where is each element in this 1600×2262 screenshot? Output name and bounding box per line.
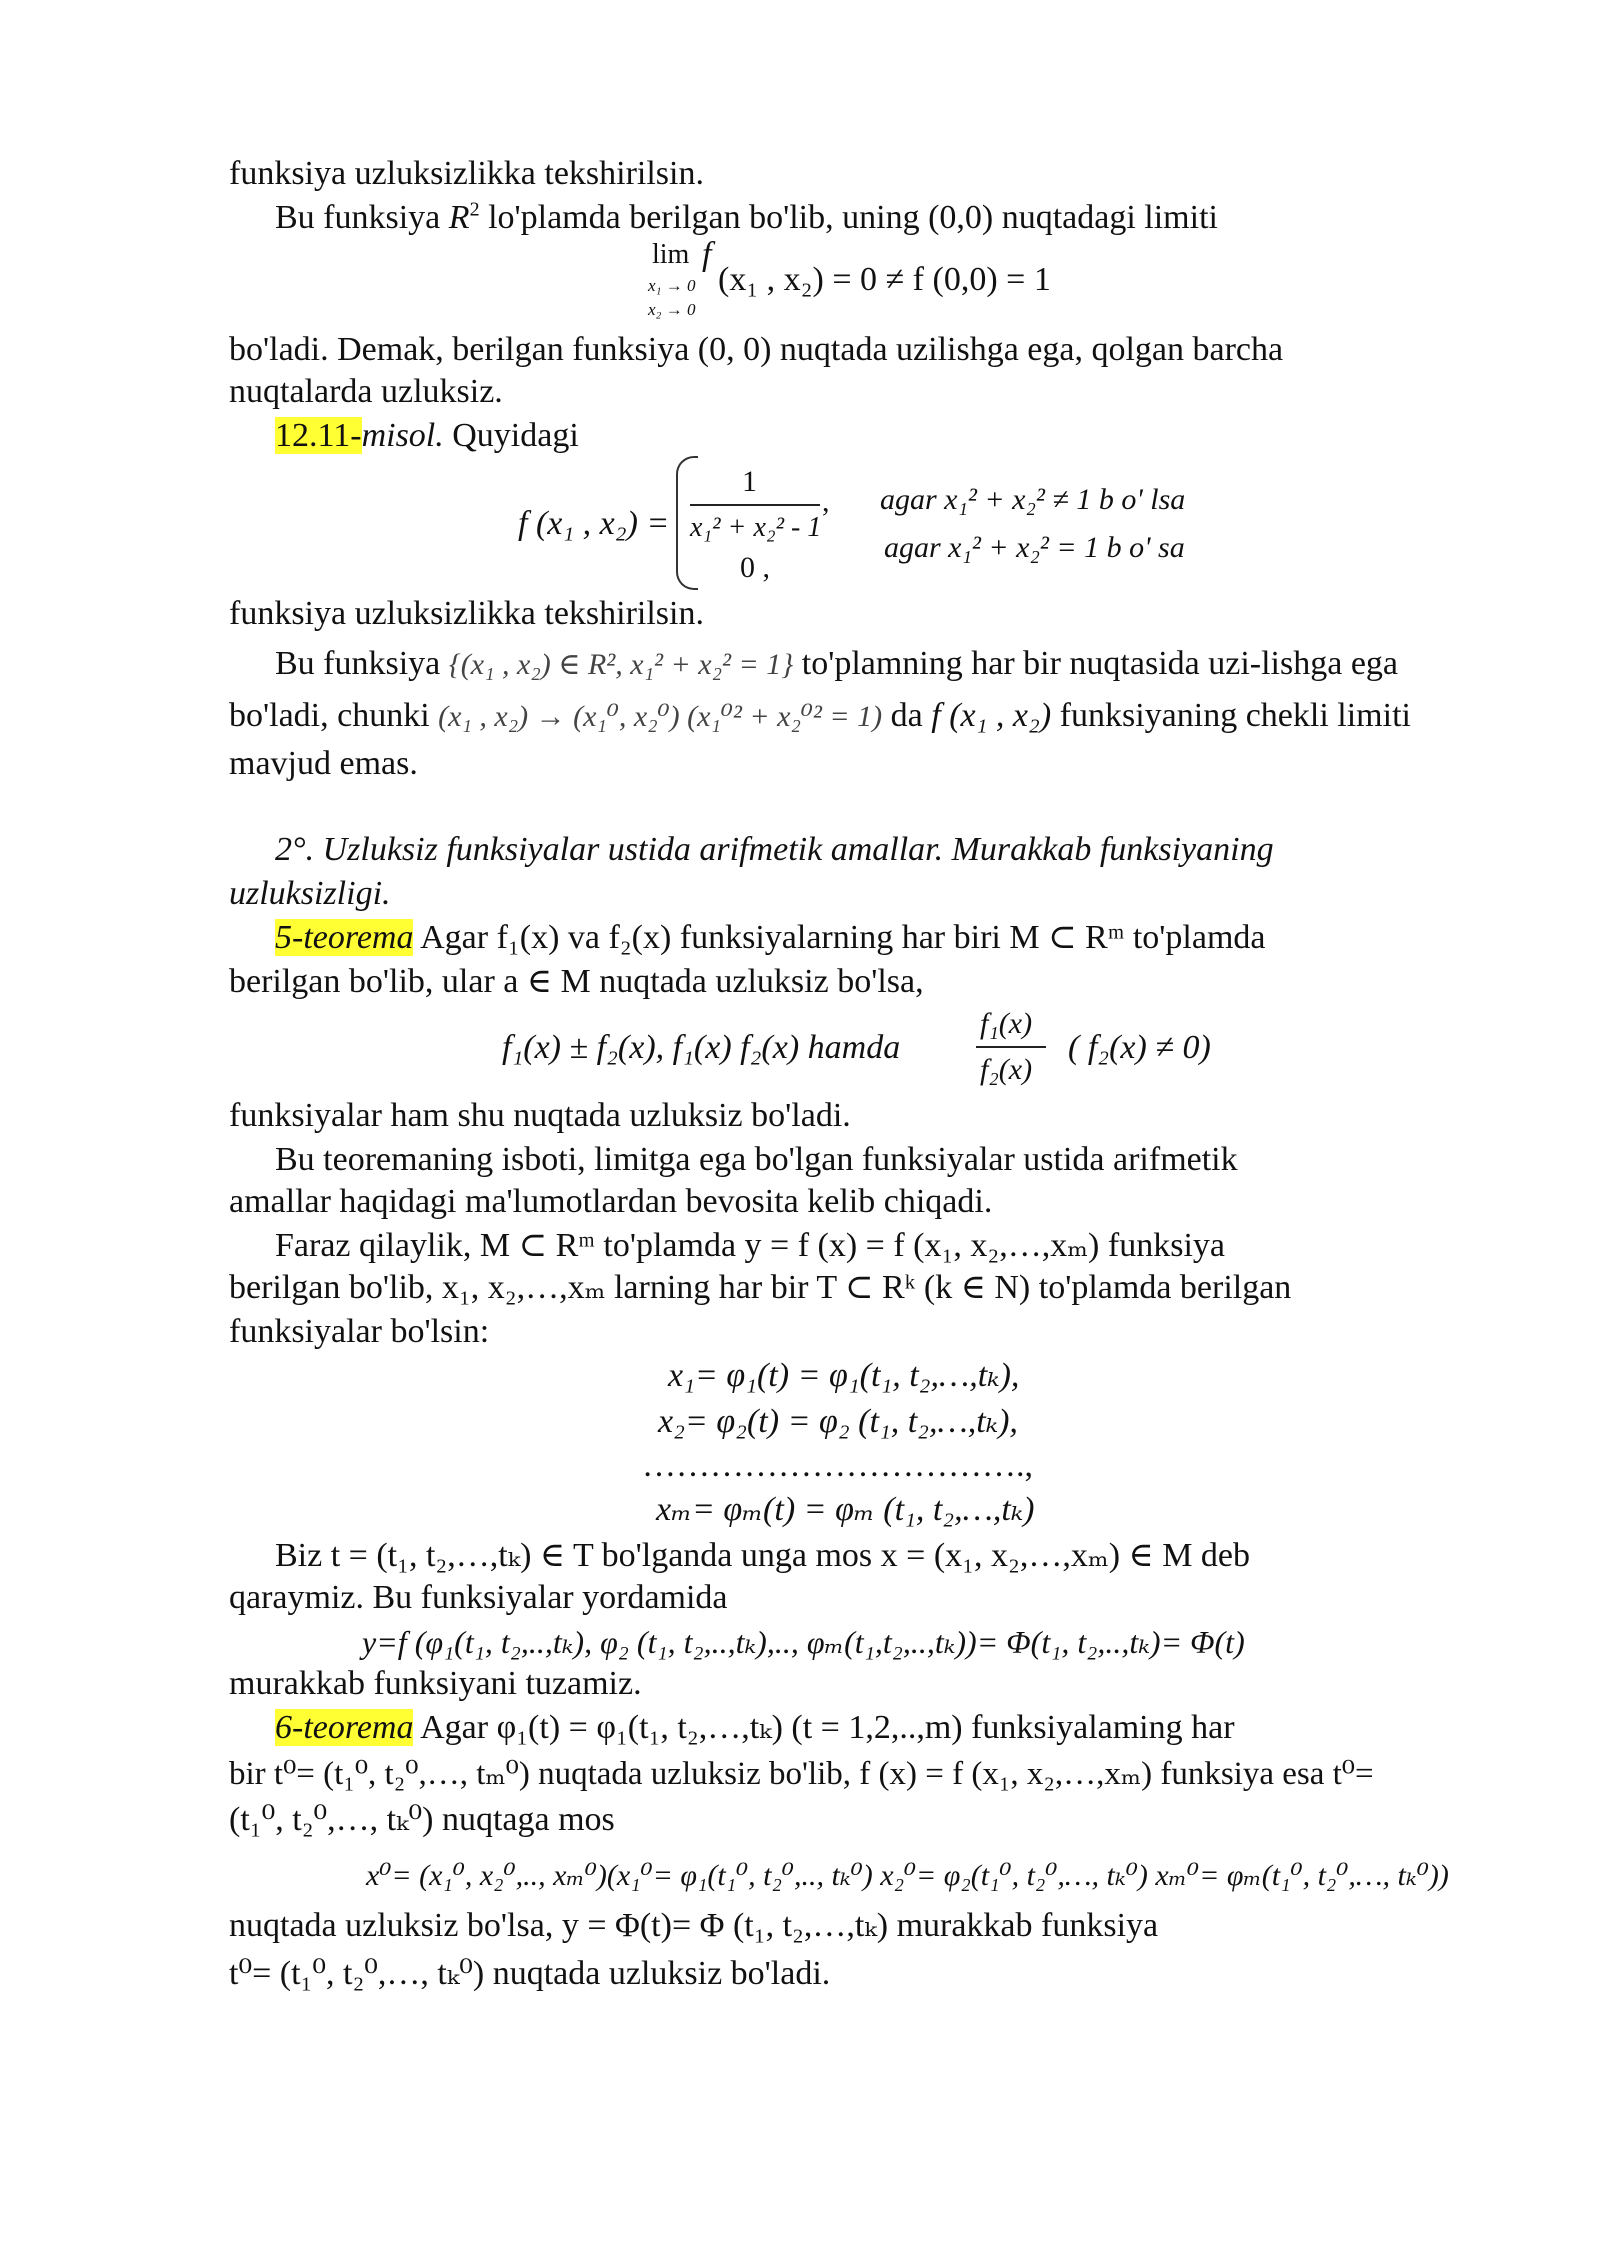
lim-word: lim	[652, 239, 690, 270]
theorem-5-line	[275, 918, 1266, 958]
text-line: funksiyalar bo'lsin:	[229, 1313, 490, 1350]
example-word: misol.	[361, 417, 444, 454]
text-line: Biz t = (t₁, t₂,…,tₖ) ∈ T bo'lganda unga mos x = (x₁, x₂,…,xₘ) ∈ M deb	[275, 1537, 1251, 1574]
text-span: funksiyaning chekli limiti	[1051, 697, 1411, 734]
lim-f: f	[702, 236, 712, 273]
math-expression: (x₁ , x₂) → (x₁⁰, x₂⁰) (x₁⁰² + x₂⁰² = 1)	[438, 700, 883, 733]
text-line: bo'ladi. Demak, berilgan funksiya (0, 0) nuqtada uzilishga ega, qolgan barcha	[229, 331, 1284, 368]
text-line	[229, 696, 1411, 737]
text-line	[275, 644, 1398, 685]
fraction-line	[976, 1046, 1046, 1048]
text-line: nuqtalarda uzluksiz.	[229, 373, 503, 410]
equation-line: xₘ= φₘ(t) = φₘ (t₁, t₂,…,tₖ)	[656, 1491, 1035, 1528]
text-span: to'plamning har bir nuqtasida uzi-lishga ega	[793, 645, 1398, 682]
text-line: bir t⁰= (t₁⁰, t₂⁰,…, tₘ⁰) nuqtada uzluksiz bo'lib, f (x) = f (x₁, x₂,…,xₘ) funksiya esa t⁰=	[229, 1756, 1374, 1792]
equation-line: x₂= φ₂(t) = φ₂ (t₁, t₂,…,tₖ),	[658, 1403, 1018, 1440]
text-span: bo'ladi, chunki	[229, 697, 439, 734]
piecewise-lhs: f (x₁ , x₂) =	[518, 505, 670, 542]
piecewise-numerator: 1	[742, 465, 757, 498]
text-line: t⁰= (t₁⁰, t₂⁰,…, tₖ⁰) nuqtada uzluksiz bo'ladi.	[229, 1955, 831, 1992]
text-line	[275, 198, 1218, 238]
piecewise-denominator: x₁² + x₂² - 1	[690, 512, 822, 543]
text-line: (t₁⁰, t₂⁰,…, tₖ⁰) nuqtaga mos	[229, 1801, 615, 1838]
text-line: nuqtada uzluksiz bo'lsa, y = Φ(t)= Φ (t₁, t₂,…,tₖ) murakkab funksiya	[229, 1907, 1159, 1944]
fraction-denominator: f₂(x)	[980, 1053, 1033, 1086]
lim-expression: (x₁ , x₂) = 0 ≠ f (0,0) = 1	[718, 261, 1051, 298]
piecewise-condition-2: agar x₁² + x₂² = 1 b o' sa	[884, 531, 1185, 564]
equation-dots: …………………………….,	[642, 1447, 1033, 1484]
text-span: Quyidagi	[443, 417, 579, 454]
math-sup: 2	[469, 198, 480, 221]
piecewise-zero: 0 ,	[740, 551, 770, 584]
math-symbol: R	[448, 199, 470, 236]
theorem-6-equation: x⁰= (x₁⁰, x₂⁰,.., xₘ⁰)(x₁⁰= φ₁(t₁⁰, t₂⁰,.., tₖ⁰) x₂⁰= φ₂(t₁⁰, t₂⁰,…, tₖ⁰) xₘ⁰= φₘ(t₁⁰, t₂⁰,…, tₖ⁰))	[366, 1859, 1449, 1892]
text-line: berilgan bo'lib, x₁, x₂,…,xₘ larning har bir T ⊂ Rᵏ (k ∈ N) to'plamda berilgan	[229, 1269, 1292, 1306]
theorem-5-condition: ( f₂(x) ≠ 0)	[1068, 1029, 1211, 1066]
section-heading: 2°. Uzluksiz funksiyalar ustida arifmetik amallar. Murakkab funksiyaning	[275, 831, 1274, 868]
theorem-5-formula: f₁(x) ± f₂(x), f₁(x) f₂(x) hamda	[502, 1029, 901, 1066]
text-line: Faraz qilaylik, M ⊂ Rᵐ to'plamda y = f (x) = f (x₁, x₂,…,xₘ) funksiya	[275, 1227, 1225, 1264]
text-line: murakkab funksiyani tuzamiz.	[229, 1665, 642, 1702]
text-line: mavjud emas.	[229, 745, 418, 782]
text-line: funksiya uzluksizlikka tekshirilsin.	[229, 595, 704, 632]
piecewise-condition-1: agar x₁² + x₂² ≠ 1 b o' lsa	[880, 483, 1186, 516]
theorem-label: 5-teorema	[275, 919, 414, 956]
section-heading: uzluksizligi.	[229, 875, 391, 912]
text-line: berilgan bo'lib, ular a ∈ M nuqtada uzluksiz bo'lsa,	[229, 963, 924, 1000]
text-span: Agar φ₁(t) = φ₁(t₁, t₂,…,tₖ) (t = 1,2,..,m) funksiyalaming har	[413, 1709, 1235, 1746]
text-line: funksiyalar ham shu nuqtada uzluksiz bo'ladi.	[229, 1097, 851, 1134]
theorem-label: 6-teorema	[275, 1709, 414, 1746]
composite-equation: y=f (φ₁(t₁, t₂,..,tₖ), φ₂ (t₁, t₂,..,tₖ),.., φₘ(t₁,t₂,..,tₖ))= Φ(t₁, t₂,..,tₖ)= Φ(t)	[362, 1624, 1245, 1660]
example-label: 12.11-	[275, 417, 362, 454]
text-line: funksiya uzluksizlikka tekshirilsin.	[229, 155, 704, 192]
example-heading	[275, 416, 579, 456]
text-span: da	[882, 697, 932, 734]
equation-line: x₁= φ₁(t) = φ₁(t₁, t₂,…,tₖ),	[668, 1357, 1020, 1394]
text-span: Bu funksiya	[275, 645, 449, 682]
fraction-numerator: f₁(x)	[980, 1007, 1033, 1040]
text-line: amallar haqidagi ma'lumotlardan bevosita kelib chiqadi.	[229, 1183, 993, 1220]
text-span: lo'plamda berilgan bo'lib, uning (0,0) nuqtadagi limiti	[479, 199, 1218, 236]
piecewise-comma: ,	[822, 485, 830, 518]
math-set: {(x₁ , x₂) ∈ R², x₁² + x₂² = 1}	[448, 648, 794, 681]
fraction-line	[690, 504, 820, 506]
lim-sub-x2: x₂ → 0	[648, 300, 696, 319]
text-line: qaraymiz. Bu funksiyalar yordamida	[229, 1579, 728, 1616]
text-span: Bu funksiya	[275, 199, 449, 236]
math-expression: f (x₁ , x₂)	[931, 697, 1052, 734]
theorem-6-line	[275, 1708, 1235, 1748]
text-span: Agar f₁(x) va f₂(x) funksiyalarning har biri M ⊂ Rᵐ to'plamda	[413, 919, 1266, 956]
text-line: Bu teoremaning isboti, limitga ega bo'lgan funksiyalar ustida arifmetik	[275, 1141, 1238, 1178]
lim-sub-x1: x₁ → 0	[648, 276, 696, 295]
